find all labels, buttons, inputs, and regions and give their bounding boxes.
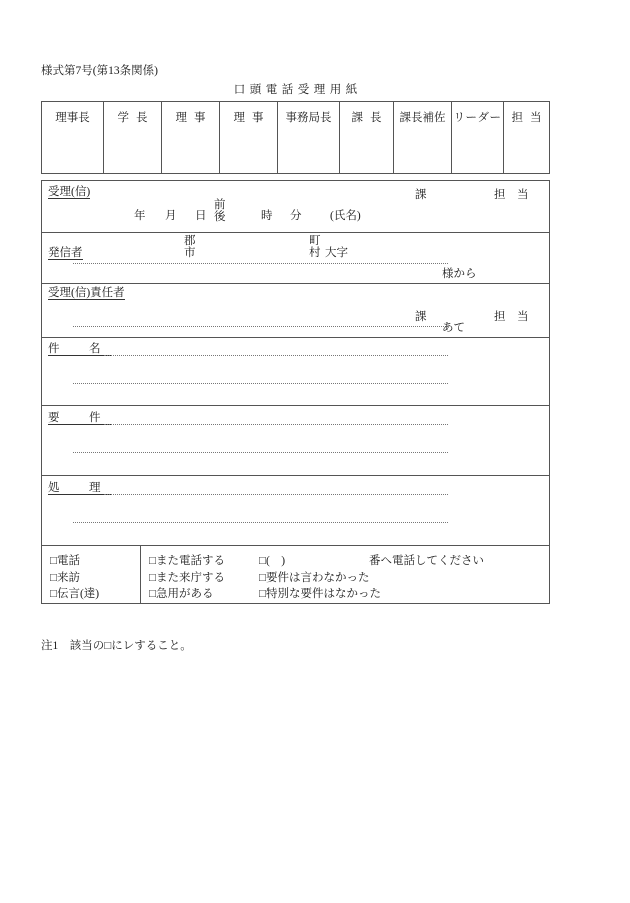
subject-label: 件 名 xyxy=(48,343,110,355)
sender-gun-shi[interactable] xyxy=(184,236,196,259)
subject-write-line-2[interactable] xyxy=(73,383,448,384)
responsible-suffix: あて xyxy=(442,322,465,334)
approval-header-label: 学長 xyxy=(117,112,155,124)
checkbox-item-phone[interactable]: □電話 xyxy=(50,555,80,567)
approval-column-leader[interactable] xyxy=(452,102,504,173)
approval-column-riji-1[interactable] xyxy=(162,102,220,173)
requirement-write-line-1[interactable] xyxy=(104,424,448,425)
receipt-month[interactable]: 月 xyxy=(165,210,177,222)
receipt-section xyxy=(42,181,549,233)
subject-write-line-1[interactable] xyxy=(104,355,448,356)
handling-section xyxy=(42,476,549,546)
approval-column-kacho[interactable] xyxy=(340,102,394,173)
checkbox-item-nothing-special[interactable]: □特別な要件はなかった xyxy=(259,588,381,600)
receipt-day[interactable]: 日 xyxy=(195,210,207,222)
sender-write-line[interactable] xyxy=(73,263,448,264)
document-title: 口頭電話受理用紙 xyxy=(233,84,362,96)
approval-header-label: 理事長 xyxy=(55,112,90,124)
sender-suffix: 様から xyxy=(442,268,477,280)
form-number: 様式第7号(第13条関係) xyxy=(41,65,158,77)
checkbox-item-call-again[interactable]: □また電話する xyxy=(149,555,225,567)
receipt-minute[interactable]: 分 xyxy=(290,210,302,222)
responsible-section-person[interactable]: 担 当 xyxy=(494,311,529,323)
responsible-section-unit[interactable]: 課 xyxy=(415,311,427,323)
sender-label: 発信者 xyxy=(48,247,83,259)
sender-cho-son[interactable] xyxy=(309,236,321,259)
approval-column-kacho-hosa[interactable] xyxy=(394,102,452,173)
approval-header-label: リーダー xyxy=(453,112,502,124)
requirement-label: 要 件 xyxy=(48,412,110,424)
handling-write-line-2[interactable] xyxy=(73,522,448,523)
sender-son: 村 xyxy=(309,246,321,259)
receipt-hour[interactable]: 時 xyxy=(261,210,273,222)
checkbox-section xyxy=(42,546,549,603)
checkbox-column-notes xyxy=(259,553,381,603)
main-form-frame xyxy=(41,180,550,604)
approval-column-jimukyokucho[interactable] xyxy=(278,102,340,173)
receipt-label: 受理(信) xyxy=(48,186,91,198)
checkbox-item-no-message[interactable]: □要件は言わなかった xyxy=(259,571,370,584)
handling-label: 処 理 xyxy=(48,482,110,494)
approval-column-tanto[interactable] xyxy=(504,102,549,173)
checkbox-column-contact-type xyxy=(42,546,141,603)
receipt-ampm[interactable] xyxy=(214,200,226,223)
approval-header-label: 理事 xyxy=(233,112,271,124)
receipt-ampm-pm: 後 xyxy=(214,210,226,223)
checkbox-columns-actions xyxy=(141,546,549,603)
requirement-write-line-2[interactable] xyxy=(73,452,448,453)
responsible-write-line[interactable] xyxy=(73,326,448,327)
subject-section xyxy=(42,338,549,406)
approval-header-label: 担当 xyxy=(511,112,549,124)
receipt-section-unit[interactable]: 課 xyxy=(415,189,427,201)
footnote: 注1 該当の□にレすること。 xyxy=(41,640,192,652)
responsible-section xyxy=(42,284,549,338)
requirement-section xyxy=(42,406,549,476)
receipt-name[interactable]: (氏名) xyxy=(330,210,361,222)
checkbox-column-followup xyxy=(149,553,259,603)
phone-callback-instruction: 番へ電話してください xyxy=(369,555,484,567)
approval-header-label: 課長 xyxy=(351,112,389,124)
checkbox-item-message[interactable]: □伝言(達) xyxy=(50,588,100,600)
receipt-section-person[interactable]: 担 当 xyxy=(494,189,529,201)
sender-oaza[interactable]: 大字 xyxy=(325,247,348,259)
receipt-ampm-am: 前 xyxy=(214,199,226,211)
sender-gun: 郡 xyxy=(184,235,196,247)
handling-write-line-1[interactable] xyxy=(104,494,448,495)
approval-header-label: 理事 xyxy=(175,112,213,124)
checkbox-item-visit[interactable]: □来訪 xyxy=(50,571,80,584)
checkbox-item-visit-again[interactable]: □また来庁する xyxy=(149,571,225,584)
sender-cho: 町 xyxy=(309,235,321,247)
sender-section xyxy=(42,233,549,284)
responsible-label: 受理(信)責任者 xyxy=(48,287,125,299)
approval-column-riji-2[interactable] xyxy=(220,102,278,173)
approval-table xyxy=(41,101,550,174)
receipt-year[interactable]: 年 xyxy=(134,210,146,222)
approval-column-riji-cho[interactable] xyxy=(42,102,104,173)
approval-header-label: 課長補佐 xyxy=(399,112,446,124)
checkbox-item-phone-number[interactable]: □( ) xyxy=(259,555,286,567)
sender-shi: 市 xyxy=(184,246,196,259)
approval-column-gakucho[interactable] xyxy=(104,102,162,173)
approval-header-label: 事務局長 xyxy=(285,112,332,124)
checkbox-item-urgent[interactable]: □急用がある xyxy=(149,588,214,600)
